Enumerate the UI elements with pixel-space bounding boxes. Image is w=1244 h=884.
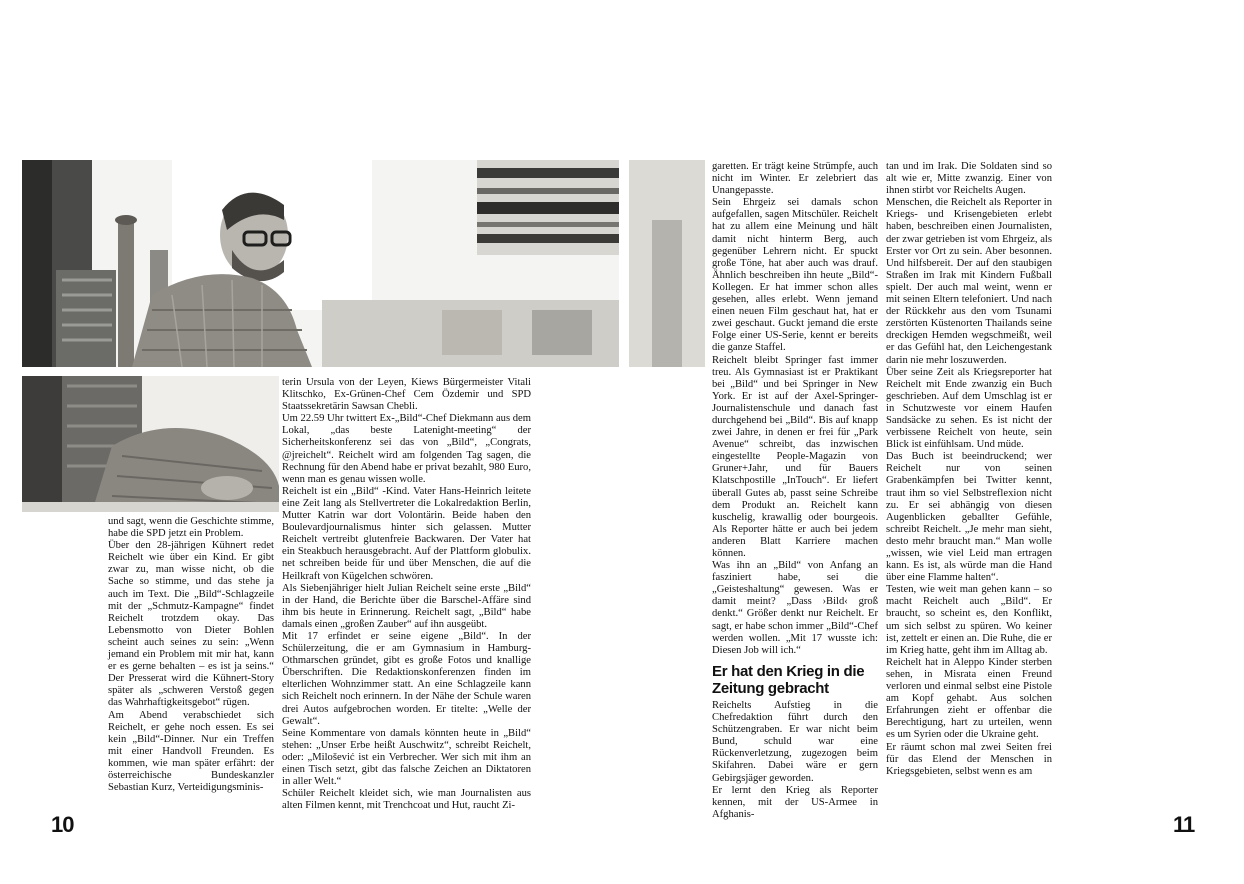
paragraph: Reichelt hat in Aleppo Kinder sterben sehen, in Misrata einen Freund verloren und einmal selbst eine Pistole am Kopf gehabt. Aus solchen Erfahrungen zieht er offenbar die Berechtigung, hart zu urteilen, wenn es um Syrien oder die Ukraine geht. [886,656,1052,741]
section-subheading: Er hat den Krieg in die Zeitung gebracht [712,663,865,697]
paragraph: Menschen, die Reichelt als Reporter in Kriegs- und Krisengebieten erlebt haben, beschreiben einen Journalisten, der zwar getrieben ist vom Ehrgeiz, als Erster vor Ort zu sein. Aber besonnen. Und hilfsbereit. Der auf den staubigen Straßen im Irak mit Kindern Fußball spielt. Der auch mal weint, wenn er mit seinen Eltern telefoniert. Und nach der Rückkehr aus den vom Tsunami zerstörten Küstenorten Thailands seine dreckigen Hemden wegschmeißt, weil er das Gefühl hat, den Leichengestank darin nie mehr loszuwerden. [886,197,1052,366]
text-column-left-1 [108,516,274,801]
paragraph: Reichelt bleibt Springer fast immer treu. Als Gymnasiast ist er Praktikant bei „Bild“ und bei Springer in New York. Er ist auf der Axel-Springer-Journalistenschule und danach fast durchgehend bei „Bild“. Bis auf knapp zwei Jahre, in denen er frei für „Park Avenue“ schreibt, das inzwischen eingestellte People-Magazin von Gruner+Jahr, und für Bauers Klatschpostille „InTouch“. Er liefert überall Gutes ab, passt seine Schreibe dem Produkt an. Reichelt kann kuschelig, krawallig oder bourgeois. Als Reporter hätte er auch bei jedem anderen Blatt Karriere machen können. [712,354,878,559]
text-column-right-1-top [712,161,878,656]
paragraph: Reichelts Aufstieg in die Chefredaktion führt durch den Schützengraben. Er war nicht beim Bund, schuld war eine Rückenverletzung, zugezogen beim Skifahren. Dabei wäre er gern Gebirgsjäger geworden. [712,700,878,784]
page-number-right: 11 [1173,812,1195,837]
paragraph: Er lernt den Krieg als Reporter kennen, mit der US-Armee in Afghanis- [712,784,878,820]
paragraph: Das Buch ist beeindruckend; wer Reichelt nur von seinen Grabenkämpfen bei Twitter kennt, traut ihm so viel Selbstreflexion nicht zu. Er sei abhängig von diesen Augenblicken geballter Gefühle, schreibt Reichelt. „Je mehr man sieht, desto mehr braucht man.“ Man wolle „wissen, wie viel Leid man ertragen kann. Es ist, als würde man die Hand über eine Flamme halten“. [886,451,1052,584]
paragraph: Über den 28-jährigen Kühnert redet Reichelt wie über ein Kind. Er gibt zwar zu, man wisse nicht, ob die Sache so stimme, und das stehe ja auch im Text. Die „Bild“-Schlagzeile mit der „Schmutz-Kampagne“ findet Reichelt trotzdem okay. Das Lebensmotto von Dieter Bohlen scheint auch seines zu sein: „Wenn jemand ein Problem mit mir hat, kann er es gerne behalten – es ist ja seins.“ Der Presserat wird die Kühnert-Story später als „schweren Verstoß gegen das Wahrhaftigkeitsgebot“ rügen. [108,540,274,709]
paragraph: und sagt, wenn die Geschichte stimme, habe die SPD jetzt ein Problem. [108,516,274,540]
paragraph: Testen, wie weit man gehen kann – so macht Reichelt auch „Bild“. Er braucht, so scheint es, den Konflikt, um sich selbst zu spüren. Wo keiner ist, zettelt er einen an. Die Ruhe, die er im Krieg hatte, geht ihm im Alltag ab. [886,584,1052,656]
paragraph: Reichelt ist ein „Bild“ -Kind. Vater Hans-Heinrich leitete eine Zeit lang als Stellvertreter die Lokalredaktion Berlin, Mutter Katrin war dort Volontärin. Beide haben den Boulevardjournalismus hinter sich gelassen. Mutter Reichelt vertreibt glutenfreie Backwaren. Der Vater hat ein Steakbuch herausgebracht. Auf der Plattform globulix. net schreiben beide für und über Menschen, die auf die Heilkraft von Kügelchen schwören. [282,485,531,582]
text-column-right-2 [886,161,1052,801]
paragraph: Über seine Zeit als Kriegsreporter hat Reichelt mit Ende zwanzig ein Buch geschrieben. Auf dem Umschlag ist er in Schutzweste vor einem Haufen Sandsäcke zu sehen. Es ist nicht der verbissene Reichelt von heute, sein Blick ist einfühlsam. Und müde. [886,366,1052,451]
paragraph: Mit 17 erfindet er seine eigene „Bild“. In der Schülerzeitung, die er am Gymnasium in Hamburg-Othmarschen gründet, gibt es große Fotos und knallige Überschriften. Die Redaktionskonferenzen finden im elterlichen Wohnzimmer statt. An eine Schlagzeile kann sich Reichelt noch erinnern. In der Nähe der Schule waren drei Autos aufgebrochen worden. Er titelte: „Welle der Gewalt“. [282,630,531,727]
paragraph: Sein Ehrgeiz sei damals schon aufgefallen, sagen Mitschüler. Reichelt hat zu allem eine Meinung und hält damit nicht hinterm Berg, auch gegenüber Lehrern nicht. Er spuckt große Töne, hat aber auch was drauf. Ähnlich beschreiben ihn heute „Bild“-Kollegen. Er hat immer schon alles gesehen, alles erlebt. Wenn jemand einen neuen Film geschaut hat, hat er zwei geschaut. Guckt jemand die erste Folge einer US-Serie, kennt er bereits die ganze Staffel. [712,197,878,354]
paragraph: garetten. Er trägt keine Strümpfe, auch nicht im Winter. Er zelebriert das Unangepasste. [712,161,878,197]
article-photo-lower [22,376,279,512]
paragraph: Als Siebenjähriger hielt Julian Reichelt seine erste „Bild“ in der Hand, die Berichte über die Barschel-Affäre sind ihm bis heute in Erinnerung. Reichelt sagt, „Bild“ habe damals einen „großen Zauber“ auf ihn ausgeübt. [282,582,531,630]
text-column-right-1-bottom [712,700,878,820]
article-photo [22,160,705,367]
paragraph: Er räumt schon mal zwei Seiten frei für das Elend der Menschen in Kriegsgebieten, selbst wenn es am [886,741,1052,777]
paragraph: Am Abend verabschiedet sich Reichelt, er gehe noch essen. Es sei kein „Bild“-Dinner. Nur ein Treffen mit einer Handvoll Freunden. Es kommen, wie man später erfährt: der österreichische Bundeskanzler Sebastian Kurz, Verteidigungsminis- [108,709,274,794]
paragraph: Seine Kommentare von damals könnten heute in „Bild“ stehen: „Unser Erbe heißt Auschwitz“, schreibt Reichelt, oder: „Milošević ist ein Verbrecher. Wer sich mit ihm an einen Tisch setzt, gibt das falsche Zeichen an Diktatoren in aller Welt.“ [282,727,531,788]
paragraph: Was ihn an „Bild“ von Anfang an fasziniert habe, sei die „Geisteshaltung“ gewesen. Was er damit meint? „Dass ›Bild‹ groß denkt.“ Größer denkt nur Reichelt. Er sagt, er habe schon immer „Bild“-Chef werden wollen. „Mit 17 wusste ich: Diesen Job will ich.“ [712,560,878,656]
portrait-photo-icon [22,376,279,512]
paragraph: tan und im Irak. Die Soldaten sind so alt wie er, Mitte zwanzig. Einer von ihnen stirbt vor Reichelts Augen. [886,161,1052,197]
paragraph: terin Ursula von der Leyen, Kiews Bürgermeister Vitali Klitschko, Ex-Grünen-Chef Cem Özdemir und SPD Staatssekretärin Sawsan Chebli. [282,377,531,413]
page-number-left: 10 [51,812,74,837]
paragraph: Schüler Reichelt kleidet sich, wie man Journalisten aus alten Filmen kennt, mit Trenchcoat und Hut, raucht Zi- [282,788,531,812]
text-column-left-2 [282,377,531,812]
paragraph: Um 22.59 Uhr twittert Ex-„Bild“-Chef Diekmann aus dem Lokal, „das beste Latenight-meeting“ der Sicherheitskonferenz sei das von „Bild“, „Congrats, @jreichelt“. Reichelt wird am folgenden Tag sagen, die Rechnung für den Abend habe er privat bezahlt, 980 Euro, wenn man es genau wissen wolle. [282,413,531,485]
portrait-photo-icon [22,160,705,367]
